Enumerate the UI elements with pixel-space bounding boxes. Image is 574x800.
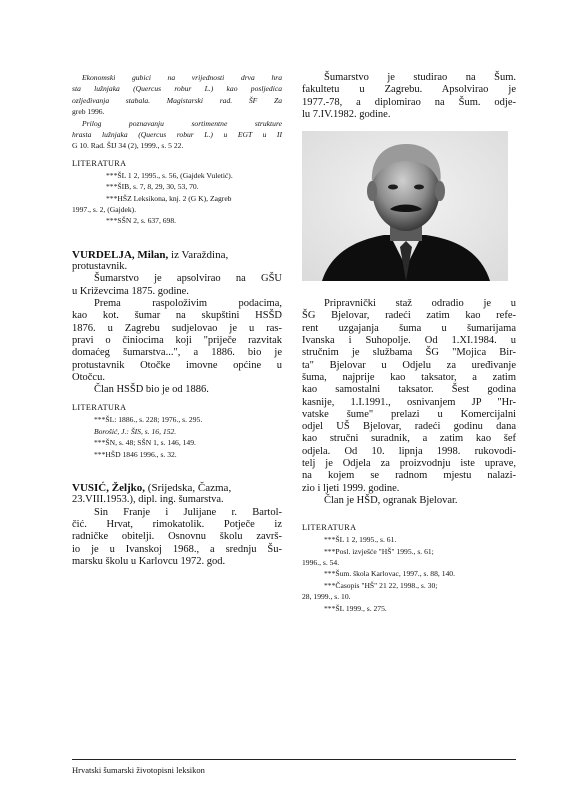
literature-item: ***ŠL 1999., s. 275. bbox=[324, 603, 387, 613]
entry-career bbox=[302, 298, 516, 507]
entry-text-line: ŠG Bjelovar, radeći zatim kao refe- bbox=[302, 310, 516, 322]
entry-text-line: lu 7.IV.1982. godine. bbox=[302, 108, 391, 120]
entry-origin: (Srijedska, Čazma, bbox=[145, 482, 232, 495]
footer-rule bbox=[72, 759, 516, 760]
entry-text-line: Ivanska i Suhopolje. Od 1.XI.1984. u bbox=[302, 335, 516, 347]
literature-item: ***ŠL 1 2, 1995., s. 61. bbox=[324, 535, 397, 545]
biblio-line: greb 1996. bbox=[72, 107, 105, 117]
entry-text-line: Sin Franje i Julijane r. Bartol- bbox=[94, 506, 282, 518]
entry-text-line: kao stručni suradnik, a zatim kao šef bbox=[302, 433, 516, 445]
entry-text-line: radničke obitelji. Osnovnu školu završ- bbox=[72, 531, 282, 543]
entry-text-line: rent uzgajanja šuma u šumarijama bbox=[302, 322, 516, 334]
entry-text-line: Prema raspoloživim podacima, bbox=[94, 298, 282, 310]
entry-text-line: 1977.-78, a diplomirao na Šum. odje- bbox=[302, 96, 516, 108]
entry-text-line: kasnije, 1.I.1991., osnivanjem JP "Hr- bbox=[302, 396, 516, 408]
entry-text-line: ta" Bjelovar u Odjelu za uređivanje bbox=[302, 359, 516, 371]
entry-name: VUSIĆ, Željko, bbox=[72, 482, 146, 495]
biblio-line: Prilog poznavanju sortimentne strukture bbox=[82, 118, 282, 128]
entry-continuation bbox=[302, 72, 516, 121]
literature-list bbox=[72, 414, 282, 460]
literature-item: 28, 1999., s. 10. bbox=[302, 592, 351, 602]
literature-item: ***SŠN 2, s. 637, 698. bbox=[106, 216, 177, 226]
entry-text-line: 1876. u Zagrebu sudjelovao je u ras- bbox=[72, 322, 282, 334]
literature-item: 1997., s. 2, (Gajdek). bbox=[72, 205, 137, 215]
literature-item: ***ŠL 1 2, 1995., s. 56, (Gajdek Vuletić). bbox=[106, 170, 233, 180]
entry-text-line: odjela. Od 10. lipnja 1998. rukovodi- bbox=[302, 445, 516, 457]
entry-text-line: Član je HŠD, ogranak Bjelovar. bbox=[324, 494, 458, 506]
entry-text-line: Otočcu. bbox=[72, 371, 105, 383]
literature-item: ***HŠD 1846 1996., s. 32. bbox=[94, 449, 177, 459]
literature-item: Borošić, J.: ŠIS, s. 16, 152. bbox=[94, 426, 177, 436]
literature-item: ***ŠL: 1886., s. 228; 1976., s. 295. bbox=[94, 415, 203, 425]
left-column bbox=[72, 72, 282, 568]
literature-item: ***ŠN, s. 48; SŠN 1, s. 146, 149. bbox=[94, 438, 196, 448]
entry-text-line: u Križevcima 1875. godine. bbox=[72, 285, 189, 297]
entry-text-line: protustavnik Otočke imovne općine u bbox=[72, 359, 282, 371]
entry-text-line: Pripravnički staž odradio je u bbox=[324, 298, 516, 310]
entry-text-line: kao samostalni taksator. Šest godina bbox=[302, 384, 516, 396]
literature-list bbox=[302, 534, 516, 614]
bibliography-block bbox=[72, 72, 282, 152]
entry-vusic bbox=[72, 482, 282, 568]
literature-item: ***ŠIB, s. 7, 8, 29, 30, 53, 70. bbox=[106, 182, 199, 192]
biblio-line: hrasta lužnjaka (Quercus robur L.) u EGT u II bbox=[72, 130, 282, 140]
entry-vurdelja bbox=[72, 249, 282, 397]
entry-text-line: fakultetu u Zagrebu. Apsolvirao je bbox=[302, 84, 516, 96]
entry-text-line: zio i ljeti 1999. godine. bbox=[302, 482, 400, 494]
entry-text-line: pravi o činiocima koji "priječe razvitak bbox=[72, 334, 282, 346]
entry-origin: iz Varaždina, bbox=[168, 248, 229, 261]
right-column bbox=[302, 72, 516, 614]
biblio-line: Ekonomski gubici na vrijednosti drva hra bbox=[82, 73, 282, 82]
entry-text-line: Šumarstvo je studirao na Šum. bbox=[324, 72, 516, 83]
entry-text-line: Član HSŠD bio je od 1886. bbox=[94, 384, 209, 396]
biblio-line: G 10. Rad. ŠIJ 34 (2), 1999., s. 5 22. bbox=[72, 141, 184, 151]
entry-text-line: na kojem se radnom mjestu nalazi- bbox=[302, 470, 516, 482]
literature-heading: LITERATURA bbox=[72, 403, 127, 413]
literature-heading: LITERATURA bbox=[72, 158, 127, 168]
literature-item: ***Posl. izvješće "HŠ" 1995., s. 61; bbox=[324, 546, 434, 556]
entry-text-line: marsku školu u Karlovcu 1972. god. bbox=[72, 555, 226, 567]
literature-item: ***Šum. škola Karlovac, 1997., s. 88, 140. bbox=[324, 569, 455, 579]
entry-text-line: telj je Odjela za proizvodnju iste uprave, bbox=[302, 458, 516, 470]
running-footer: Hrvatski šumarski životopisni leksikon bbox=[72, 765, 205, 775]
entry-text-line: io je u Ivanskoj 1968., a srednju Šu- bbox=[72, 543, 282, 555]
entry-text-line: čić. Hrvat, rimokatolik. Potječe iz bbox=[72, 518, 282, 530]
entry-text-line: stručnim je službama ŠG "Mojica Bir- bbox=[302, 347, 516, 359]
biblio-line: sta lužnjaka (Quercus robur L.) kao posljedica bbox=[72, 84, 282, 94]
literature-list bbox=[72, 170, 282, 227]
entry-text-line: protustavnik. bbox=[72, 261, 128, 273]
entry-text-line: Šumarstvo je apsolvirao na GŠU bbox=[94, 273, 282, 285]
literature-item: ***HŠZ Leksikona, knj. 2 (G K), Zagreb bbox=[106, 193, 232, 203]
biblio-line: ozljeđivanja stabala. Magistarski rad. ŠF Za bbox=[72, 95, 282, 105]
entry-text-line: odjel UŠ Bjelovar, radeći godinu dana bbox=[302, 421, 516, 433]
portrait-photo bbox=[302, 131, 508, 281]
literature-item: 1996., s. 54. bbox=[302, 558, 340, 568]
entry-name: VURDELJA, Milan, bbox=[72, 248, 169, 261]
entry-heading bbox=[72, 482, 282, 494]
literature-item: ***Časopis "HŠ" 21 22, 1998., s. 30; bbox=[324, 580, 438, 590]
entry-text-line: šuma, najprije kao taksator, a zatim bbox=[302, 371, 516, 383]
literature-heading: LITERATURA bbox=[302, 523, 357, 533]
entry-text-line: vatske šume" prelazi u Komercijalni bbox=[302, 408, 516, 420]
entry-heading bbox=[72, 249, 282, 261]
entry-text-line: 23.VIII.1953.), dipl. ing. šumarstva. bbox=[72, 494, 224, 506]
entry-text-line: kao kot. šumar na skupštini HSŠD bbox=[72, 310, 282, 322]
entry-text-line: domaćeg šumarstva...", a 1886. bio je bbox=[72, 347, 282, 359]
